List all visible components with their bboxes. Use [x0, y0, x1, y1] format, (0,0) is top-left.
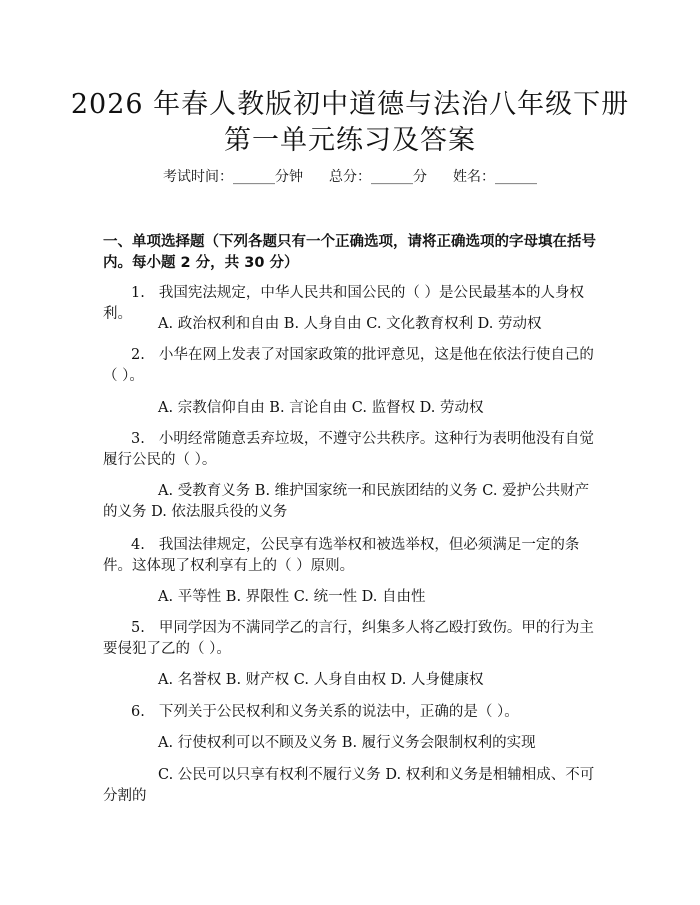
question-2-options: A. 宗教信仰自由 B. 言论自由 C. 监督权 D. 劳动权 [158, 400, 484, 416]
question-number: 1. [131, 285, 145, 301]
question-6-options-1: A. 行使权利可以不顾及义务 B. 履行义务会限制权利的实现 [158, 735, 536, 751]
question-number: 4. [131, 537, 145, 553]
question-number: 3. [131, 431, 145, 447]
question-text: 甲同学因为不满同学乙的言行，纠集多人将乙殴打致伤。甲的行为主要侵犯了乙的（ ）。 [103, 620, 594, 657]
total-score-field: 总分：______分 [329, 169, 427, 185]
question-number: 2. [131, 347, 145, 363]
question-number: 5. [131, 620, 145, 636]
question-text: 我国法律规定，公民享有选举权和被选举权，但必须满足一定的条件。这体现了权利享有上的（ ）原则。 [103, 537, 580, 574]
exam-info-line [0, 167, 700, 187]
document-title-line-1: 2026 年春人教版初中道德与法治八年级下册 [70, 89, 630, 120]
question-5-options: A. 名誉权 B. 财产权 C. 人身自由权 D. 人身健康权 [158, 672, 484, 688]
section-heading: 一、单项选择题（下列各题只有一个正确选项，请将正确选项的字母填在括号内。每小题 2 分，共 30 分） [103, 234, 596, 271]
question-4-options: A. 平等性 B. 界限性 C. 统一性 D. 自由性 [158, 589, 426, 605]
question-number: 6. [131, 704, 145, 720]
question-text: 我国宪法规定，中华人民共和国公民的（ ）是公民最基本的人身权利。 [103, 285, 584, 322]
document-title-line-2: 第一单元练习及答案 [224, 125, 476, 156]
question-6-options-2: C. 公民可以只享有权利不履行义务 D. 权利和义务是相辅相成、不可分割的 [103, 767, 595, 804]
student-name-field: 姓名：______ [453, 169, 537, 185]
question-text: 小华在网上发表了对国家政策的批评意见，这是他在依法行使自己的（ ）。 [103, 347, 594, 384]
question-2 [103, 345, 598, 387]
question-3 [103, 429, 598, 471]
question-1-options: A. 政治权利和自由 B. 人身自由 C. 文化教育权利 D. 劳动权 [158, 316, 542, 332]
question-text: 下列关于公民权利和义务关系的说法中，正确的是（ ）。 [158, 704, 519, 720]
question-text: 小明经常随意丢弃垃圾，不遵守公共秩序。这种行为表明他没有自觉履行公民的（ ）。 [103, 431, 594, 468]
question-6 [103, 702, 598, 723]
question-4 [103, 535, 598, 577]
question-3-options: A. 受教育义务 B. 维护国家统一和民族团结的义务 C. 爱护公共财产的义务 D. 依法服兵役的义务 [103, 483, 590, 520]
exam-time-field: 考试时间：______分钟 [163, 169, 303, 185]
question-5 [103, 618, 598, 660]
